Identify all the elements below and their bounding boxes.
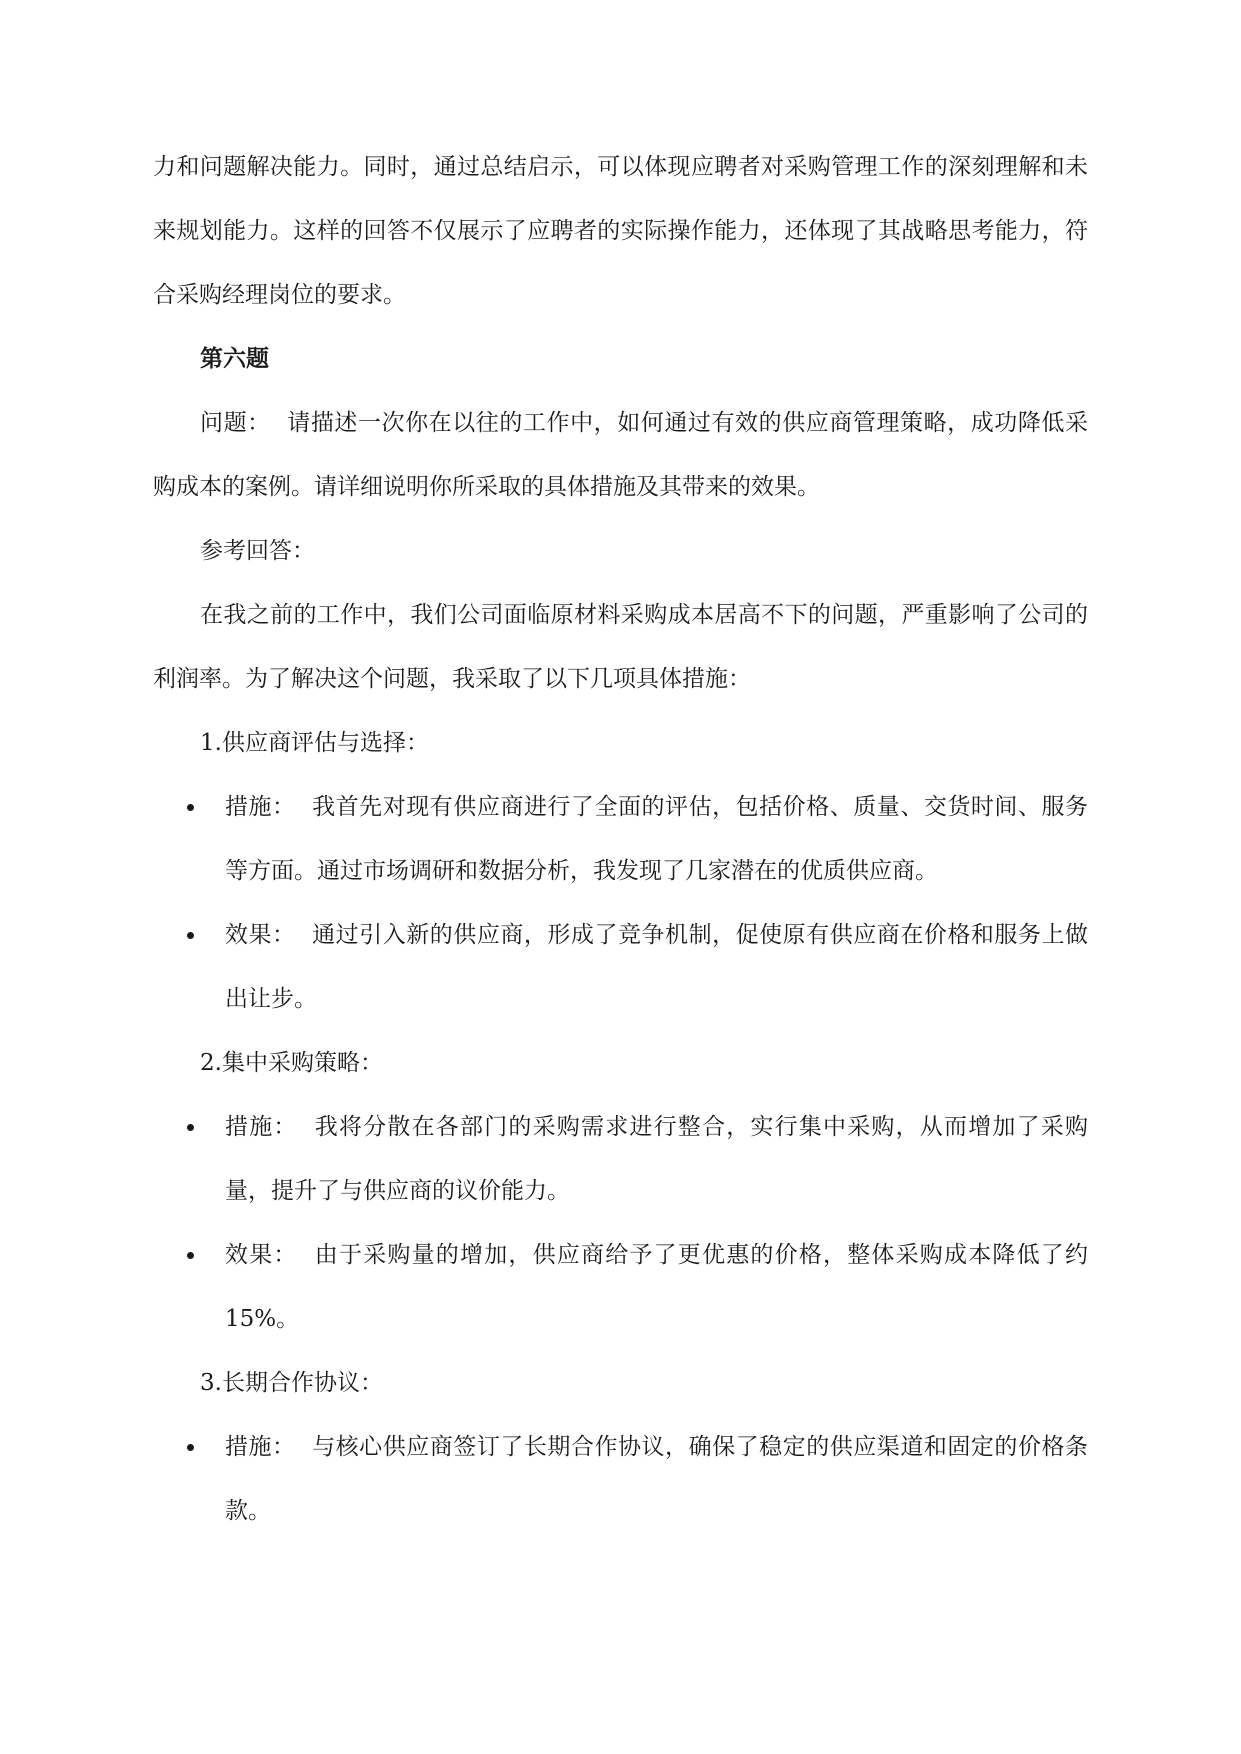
intro-paragraph: 力和问题解决能力。同时，通过总结启示，可以体现应聘者对采购管理工作的深刻理解和未来规划能力。这样的回答不仅展示了应聘者的实际操作能力，还体现了其战略思考能力，符合采购经理岗位的要求。: [153, 154, 1088, 308]
bullet-item: [153, 1095, 1088, 1223]
bullet-item: [153, 1415, 1088, 1543]
bullet-list: [153, 775, 1088, 1031]
item-title: 2.集中采购策略：: [200, 1050, 383, 1076]
bullet-text: 我将分散在各部门的采购需求进行整合，实行集中采购，从而增加了采购量，提升了与供应商的议价能力。: [225, 1114, 1089, 1204]
bullet-icon: [187, 932, 194, 939]
bullet-text: 通过引入新的供应商，形成了竞争机制，促使原有供应商在价格和服务上做出让步。: [225, 922, 1089, 1012]
item-title: 3.长期合作协议：: [200, 1370, 383, 1396]
bullet-item: [153, 903, 1088, 1031]
bullet-item: [153, 1223, 1088, 1351]
bullet-list: [153, 1095, 1088, 1351]
bullet-label: 效果：: [225, 1242, 298, 1268]
bullet-label: 效果：: [225, 922, 296, 948]
bullet-icon: [187, 804, 194, 811]
item-title: 1.供应商评估与选择：: [200, 730, 429, 756]
question-paragraph: [153, 391, 1088, 519]
bullet-text: 我首先对现有供应商进行了全面的评估，包括价格、质量、交货时间、服务等方面。通过市场调研和数据分析，我发现了几家潜在的优质供应商。: [225, 794, 1089, 884]
document-body: [153, 135, 1088, 1543]
bullet-icon: [187, 1444, 194, 1451]
bullet-text: 由于采购量的增加，供应商给予了更优惠的价格，整体采购成本降低了约 15%。: [225, 1242, 1089, 1332]
question-text: 请描述一次你在以往的工作中，如何通过有效的供应商管理策略，成功降低采购成本的案例。请详细说明你所采取的具体措施及其带来的效果。: [153, 410, 1089, 500]
bullet-text: 与核心供应商签订了长期合作协议，确保了稳定的供应渠道和固定的价格条款。: [225, 1434, 1089, 1524]
bullet-item: [153, 775, 1088, 903]
bullet-label: 措施：: [225, 1434, 296, 1460]
bullet-list: [153, 1415, 1088, 1543]
bullet-label: 措施：: [225, 794, 296, 820]
section-heading: 第六题: [200, 345, 269, 372]
bullet-icon: [187, 1124, 194, 1131]
question-label: 问题：: [200, 410, 271, 436]
answer-intro: 在我之前的工作中，我们公司面临原材料采购成本居高不下的问题，严重影响了公司的利润率。为了解决这个问题，我采取了以下几项具体措施：: [153, 602, 1088, 692]
answer-label: 参考回答：: [200, 538, 315, 564]
bullet-icon: [187, 1252, 194, 1259]
bullet-label: 措施：: [225, 1114, 298, 1140]
